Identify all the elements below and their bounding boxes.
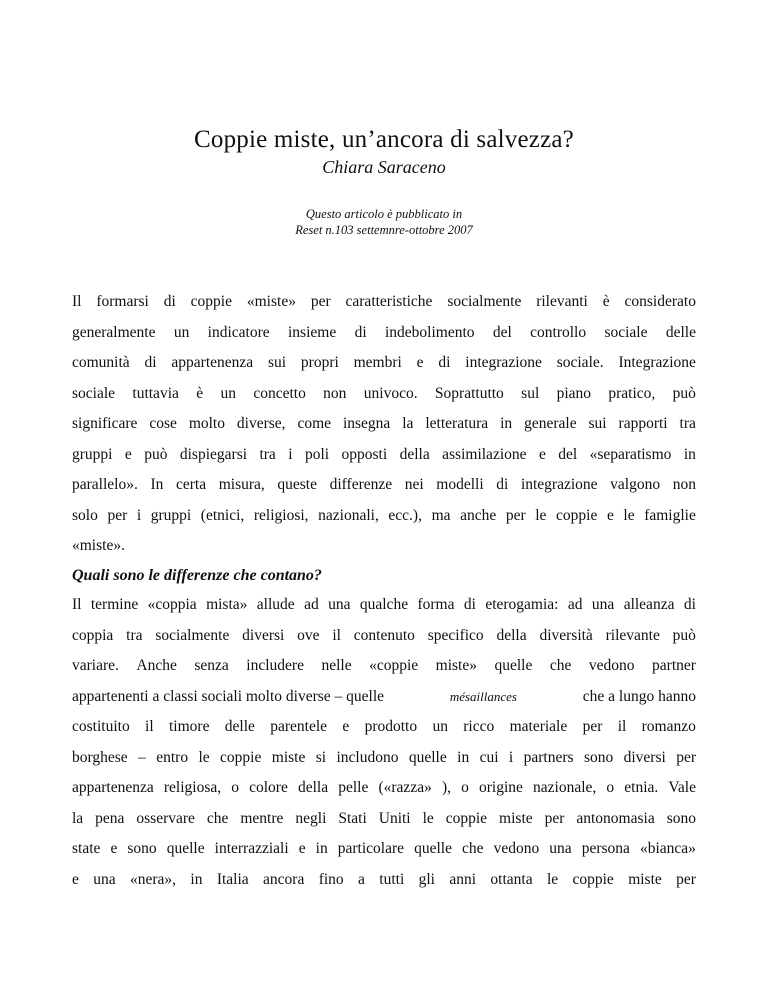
word: per [107,506,128,524]
word: ecc.), [388,506,422,524]
word: tra [679,415,696,432]
word: differenze [329,476,393,493]
word: e [298,840,306,857]
word: partners [523,748,574,766]
word: il [145,718,154,735]
text-line [72,440,696,471]
word: vedono [493,840,540,857]
word: Italia [216,870,249,888]
word: in [315,840,328,857]
word: alleanza [623,596,675,613]
word: significare [72,415,138,432]
word: una [328,596,351,613]
word: Vale [668,779,696,796]
word: gruppi [150,506,192,524]
word: pelle [338,779,369,796]
word: misura, [218,476,265,493]
word: e [416,354,424,371]
article-author: Chiara Saraceno [322,157,446,177]
word: parallelo». [72,476,138,493]
word: sociale [72,384,116,402]
word: Il [72,596,82,613]
text-line [72,379,696,410]
word: contenuto [353,626,415,644]
word: assimilazione [442,445,527,463]
word: termine [90,596,139,613]
word: antonomasia [576,809,655,827]
word: il [617,718,627,735]
word: formarsi [96,293,149,310]
text-line [72,682,696,713]
word: tra [259,445,276,463]
word: gruppi [72,445,113,463]
word: timore [168,718,210,735]
word: e [606,506,614,524]
word: valgono [610,476,661,493]
word: controllo [530,323,587,341]
text-line [72,501,696,532]
word: nelle [321,657,352,674]
text-line [72,865,696,896]
word: un [220,384,236,402]
text-line [72,590,696,621]
word: sociale. [556,354,604,371]
word: concetto [253,384,306,402]
word: variare. [72,657,119,674]
word: una [591,596,615,613]
word: fino [318,870,344,888]
word: propri [300,354,339,371]
word: una [93,870,116,888]
word: i [288,445,293,463]
word: può [672,384,696,402]
word: etnia. [624,779,659,796]
word: nazionali, [318,506,379,524]
word: («razza» [378,779,432,796]
word: senza [194,657,229,674]
word: interrazziali [214,840,289,857]
word: quelle [408,748,447,766]
word: di [496,476,509,493]
word: miste [499,809,533,827]
word: diversi [623,748,666,766]
word: religiosa, [163,779,222,796]
word: «coppia [147,596,197,613]
word: di [354,323,367,341]
word: sono [127,840,157,857]
word: indebolimento [384,323,475,341]
word: eterogamia: [485,596,559,613]
word: coppie [220,748,262,766]
word: Stati [338,809,367,827]
word: della [399,445,430,463]
word: quelle [494,657,533,674]
word: rilevanti [536,293,588,310]
word: appartenenza [171,354,254,371]
word: o [231,779,239,796]
word: comunità [72,354,130,371]
paragraph-differences [72,590,696,895]
word: ad [304,596,319,613]
word: origine [479,779,523,796]
word: che [462,840,484,857]
word: Il [72,293,82,310]
word: e [538,445,546,463]
word: indicatore [207,323,270,341]
word: forma [417,596,455,613]
word: di [163,293,176,310]
word: miste» [435,657,477,674]
text-line [72,834,696,865]
word: quelle [414,840,452,857]
word: o [461,779,469,796]
word: tuttavia [132,384,179,402]
word: il [332,626,341,644]
word: per [505,506,526,524]
word: queste [277,476,317,493]
word: in [457,748,470,766]
word: appartenenza [72,779,154,796]
word: considerato [624,293,696,310]
word: anni [449,870,477,888]
word: tutti [379,870,405,888]
word: Soprattutto [434,384,504,402]
word: cose [149,415,177,432]
word: può [672,626,696,644]
word: entro [156,748,189,766]
word: del [558,445,578,463]
word: a [358,870,365,888]
word: diverse, [236,415,286,432]
publication-note-line: Reset n.103 settemnre-ottobre 2007 [295,223,473,237]
word: ma [431,506,451,524]
word: un [173,323,190,341]
word: le [546,870,559,888]
word: nazionale, [533,779,597,796]
text-line [72,712,696,743]
word: le [623,506,635,524]
word: di [438,354,451,371]
word: e [110,840,118,857]
text-segment: appartenenti a classi sociali molto diverse – quelle [72,687,385,705]
word: un [432,718,448,735]
word: e [124,445,132,463]
word: gli [418,870,435,888]
word: sui [588,415,607,432]
word: e [72,870,79,888]
word: materiale [509,718,568,735]
word: vedono [588,657,635,674]
word: famiglie [644,506,696,524]
word: ottanta [490,870,533,888]
word: è [602,293,610,310]
word: opposti [341,445,388,463]
word: coppie [445,809,488,827]
word: generale [524,415,577,432]
word: tra [126,626,143,644]
word: letteratura [425,415,489,432]
word: che [206,809,229,827]
text-line [72,470,696,501]
word: molto [188,415,225,432]
word: rapporti [618,415,668,432]
paragraph-intro [72,287,696,562]
word: ancora [263,870,305,888]
text-segment: che a lungo hanno [582,687,696,705]
word: romanzo [641,718,696,735]
word: le [198,748,210,766]
word: socialmente [155,626,230,644]
word: sono [666,809,696,827]
word: sul [521,384,540,402]
word: di [463,596,476,613]
word: per [544,809,565,827]
text-line [72,621,696,652]
word: (etnici, [200,506,245,524]
word: caratteristiche [345,293,433,310]
word: pratico, [608,384,656,402]
text-line [72,348,696,379]
word: può [144,445,168,463]
word: – [138,748,146,766]
word: socialmente [447,293,522,310]
word: la [72,809,84,827]
word: delle [665,323,696,341]
word: generalmente [72,323,156,341]
word: in [500,415,513,432]
word: non [672,476,696,493]
word: la [402,415,414,432]
text-line [72,773,696,804]
word: In [150,476,164,493]
word: Integrazione [618,354,696,371]
word: osservare [136,809,195,827]
word: in [683,445,696,463]
word: come [297,415,332,432]
word: insieme [288,323,337,341]
word: ove [297,626,320,644]
word: insegna [342,415,391,432]
word: diversi [242,626,285,644]
word: le [535,506,547,524]
word: coppie [190,293,232,310]
word: del [492,323,512,341]
word: religiosi, [253,506,309,524]
word: membri [353,354,402,371]
word: della [297,779,329,796]
publication-note [0,206,768,238]
word: miste [628,870,662,888]
word: sono [583,748,614,766]
word: di [683,596,696,613]
italic-term: mésaillances [449,688,517,704]
word: solo [72,506,98,524]
word: prodotto [364,718,418,735]
word: poli [304,445,330,463]
word: univoco. [363,384,418,402]
article-title: Coppie miste, un’ancora di salvezza? [194,126,574,153]
word: anche [460,506,497,524]
word: coppia [72,626,114,644]
word: Uniti [378,809,411,827]
word: integrazione [465,354,542,371]
word: per [676,870,696,888]
word: state [72,840,101,857]
text-line [72,743,696,774]
word: qualche [359,596,409,613]
word: colore [249,779,288,796]
word: delle [224,718,255,735]
word: si [315,748,327,766]
word: includere [246,657,304,674]
word: sui [267,354,287,371]
word: e [342,718,350,735]
word: particolare [337,840,405,857]
word: non [323,384,347,402]
word: dispiegarsi [179,445,248,463]
text-line [72,804,696,835]
publication-note-line: Questo articolo è pubblicato in [305,207,463,221]
word: le [422,809,434,827]
word: ), [441,779,451,796]
word: «nera», [130,870,177,888]
word: mentre [240,809,284,827]
text-line [72,318,696,349]
word: persona [581,840,630,857]
word: della [496,626,527,644]
word: partner [652,657,696,674]
text-line [72,651,696,682]
word: mista» [206,596,248,613]
word: parentele [270,718,328,735]
word: coppie [572,870,614,888]
word: «coppie [369,657,419,674]
word: borghese [72,748,128,766]
word: pena [95,809,125,827]
word: «separatismo [589,445,672,463]
word: i [136,506,142,524]
word: piano [556,384,592,402]
word: una [549,840,572,857]
word: diversità [539,626,593,644]
word: in [190,870,203,888]
word: ad [567,596,583,613]
word: i [508,748,514,766]
word: è [196,384,204,402]
text-line [72,287,696,318]
word: Anche [136,657,177,674]
word: coppie [556,506,598,524]
section-heading: Quali sono le differenze che contano? [72,567,322,584]
word: includono [336,748,399,766]
word: allude [256,596,295,613]
word: miste [271,748,306,766]
word: o [606,779,615,796]
word: cui [479,748,499,766]
word: per [310,293,331,310]
word: per [582,718,603,735]
word: costituito [72,718,130,735]
word: ricco [463,718,495,735]
word: integrazione [520,476,598,493]
word: quelle [166,840,205,857]
word: certa [176,476,207,493]
word: rilevante [605,626,660,644]
word: per [676,748,696,766]
text-line: «miste». [72,537,125,554]
word: specifico [427,626,484,644]
word: di [144,354,157,371]
word: modelli [436,476,484,493]
word: nei [404,476,424,493]
text-line [72,409,696,440]
word: negli [295,809,327,827]
word: sociale [604,323,648,341]
word: «bianca» [639,840,696,857]
word: che [549,657,572,674]
word: «miste» [246,293,296,310]
